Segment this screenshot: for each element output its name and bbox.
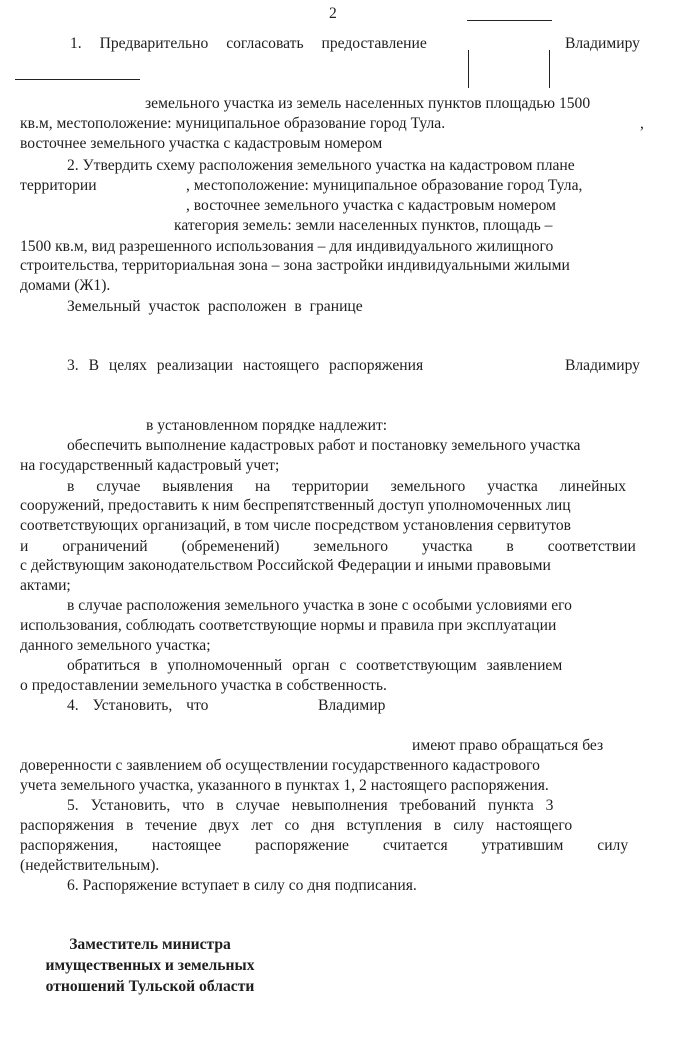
text-line: Владимиру bbox=[565, 357, 640, 374]
redaction-line bbox=[468, 50, 469, 88]
text-line: на государственный кадастровый учет; bbox=[20, 457, 280, 474]
redaction-line bbox=[549, 50, 550, 88]
text-line: земельного участка из земель населенных пунктов площадью 1500 bbox=[145, 95, 591, 112]
text-line: учета земельного участка, указанного в пунктах 1, 2 настоящего распоряжения. bbox=[20, 777, 549, 794]
text-line: категория земель: земли населенных пунктов, площадь – bbox=[174, 217, 553, 234]
text-line: в случае выявления на территории земельного участка линейных bbox=[67, 478, 627, 495]
text-line: Владимир bbox=[318, 697, 386, 714]
text-line: распоряжения, настоящее распоряжение считается утратившим силу bbox=[20, 837, 629, 854]
text-line: домами (Ж1). bbox=[20, 277, 111, 294]
text-line: в случае расположения земельного участка в зоне с особыми условиями его bbox=[67, 597, 572, 614]
text-line: сооружений, предоставить к ним беспрепятственный доступ уполномоченных лиц bbox=[20, 497, 571, 514]
text-line: 2. Утвердить схему расположения земельного участка на кадастровом плане bbox=[67, 157, 575, 174]
text-line: данного земельного участка; bbox=[20, 637, 211, 654]
text-line: территории bbox=[20, 177, 97, 194]
text-line: , местоположение: муниципальное образование город Тула, bbox=[186, 177, 583, 194]
text-line: кв.м, местоположение: муниципальное образование город Тула. bbox=[20, 115, 446, 132]
text-line: с действующим законодательством Российской Федерации и иными правовыми bbox=[20, 557, 551, 574]
text-line: 4. Установить, что bbox=[67, 697, 209, 714]
text-line: , восточнее земельного участка с кадастровым номером bbox=[186, 197, 557, 214]
text: предоставление bbox=[321, 35, 427, 52]
text: 1. bbox=[70, 35, 82, 52]
text-line: актами; bbox=[20, 577, 71, 594]
text-line: 6. Распоряжение вступает в силу со дня подписания. bbox=[67, 877, 417, 894]
text-line: обратиться в уполномоченный орган с соответствующим заявлением bbox=[67, 657, 563, 674]
text-line: строительства, территориальная зона – зона застройки индивидуальными жилыми bbox=[20, 257, 570, 274]
text-line: имеют право обращаться без bbox=[412, 737, 604, 754]
redaction-line bbox=[15, 79, 140, 80]
text-line: 5. Установить, что в случае невыполнения требований пункта 3 bbox=[67, 797, 554, 814]
page-number: 2 bbox=[329, 5, 337, 22]
signature-line-2: имущественных и земельных bbox=[45, 957, 255, 974]
text-line: доверенности с заявлением об осуществлении государственного кадастрового bbox=[20, 757, 540, 774]
text-line: 3. В целях реализации настоящего распоряжения bbox=[67, 357, 424, 374]
text-line: Земельный участок расположен в границе bbox=[67, 298, 363, 315]
text-line: соответствующих организаций, в том числе посредством установления сервитутов bbox=[20, 517, 572, 534]
text: согласовать bbox=[226, 35, 304, 52]
text: Предварительно bbox=[99, 35, 209, 52]
text-line: обеспечить выполнение кадастровых работ и постановку земельного участка bbox=[67, 437, 581, 454]
signature-line-3: отношений Тульской области bbox=[45, 978, 255, 995]
text-line: Владимиру bbox=[565, 35, 640, 52]
text-line: о предоставлении земельного участка в собственность. bbox=[20, 677, 387, 694]
paragraph-1-line-1 bbox=[70, 34, 427, 54]
text-line: и ограничений (обременений) земельного участка в соответствии bbox=[20, 538, 636, 555]
text-line: , bbox=[640, 115, 644, 132]
redaction-line bbox=[467, 20, 552, 21]
signature-line-1: Заместитель министра bbox=[69, 936, 231, 953]
text-line: восточнее земельного участка с кадастровым номером bbox=[20, 135, 383, 152]
text-line: (недействительным). bbox=[20, 857, 160, 874]
text-line: использования, соблюдать соответствующие нормы и правила при эксплуатации bbox=[20, 617, 557, 634]
text-line: в установленном порядке надлежит: bbox=[146, 417, 388, 434]
text-line: распоряжения в течение двух лет со дня вступления в силу настоящего bbox=[20, 817, 573, 834]
text-line: 1500 кв.м, вид разрешенного использования – для индивидуального жилищного bbox=[20, 238, 554, 255]
